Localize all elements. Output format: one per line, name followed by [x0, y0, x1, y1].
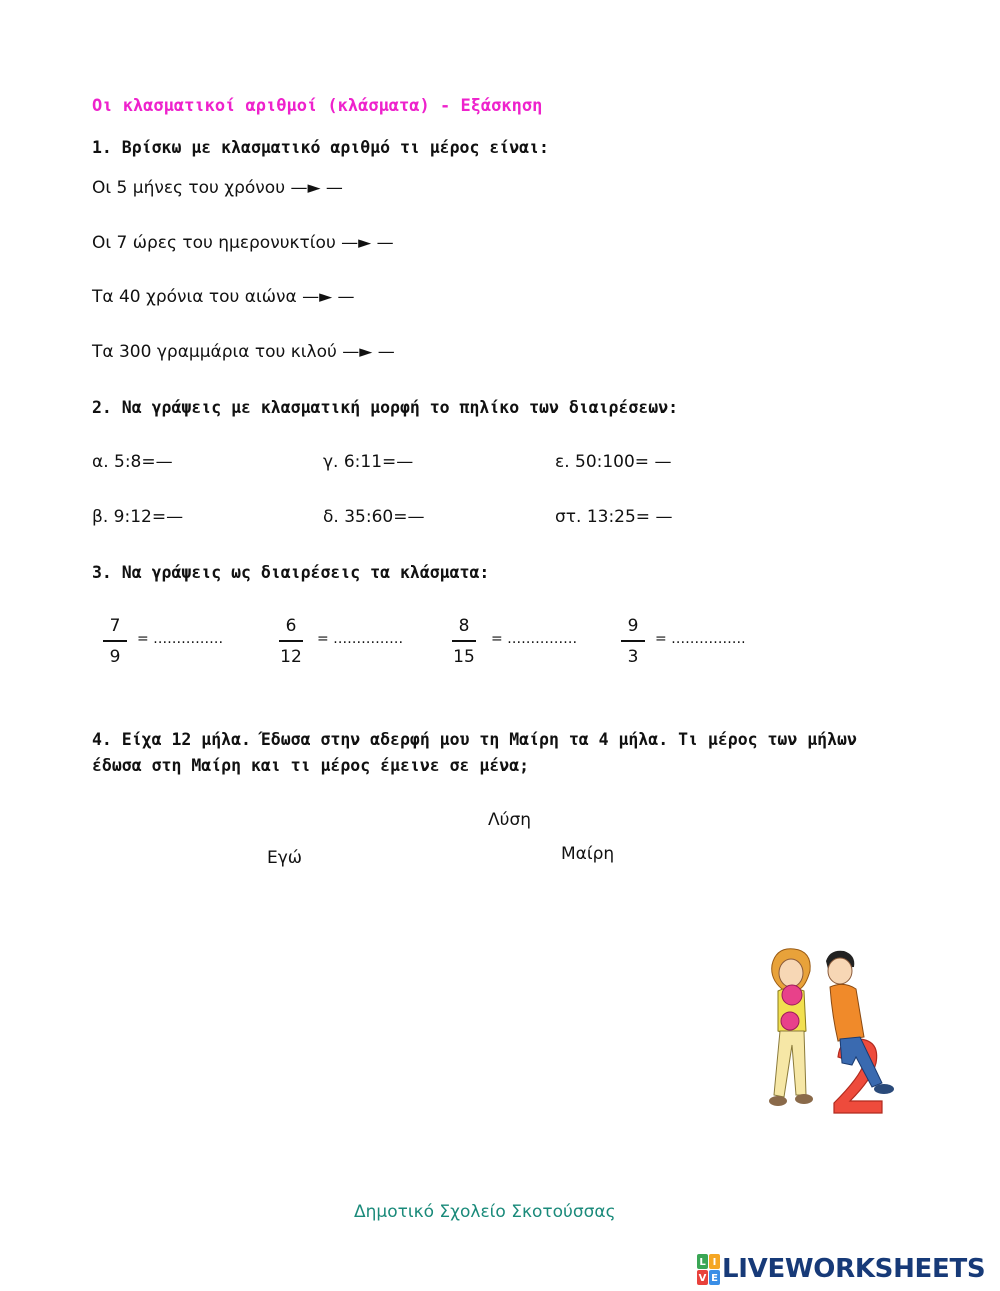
page-title: Οι κλασματικοί αριθμοί (κλάσματα) - Εξάσκηση — [92, 96, 543, 116]
q1-item-months: Οι 5 μήνες του χρόνου —► — — [92, 178, 343, 198]
fraction-3-numerator: 8 — [458, 616, 470, 636]
fraction-1-denominator: 9 — [109, 646, 121, 667]
q2-item-g: γ. 6:11=— — [323, 452, 414, 472]
fraction-2-denominator: 12 — [280, 646, 302, 667]
fraction-3-denominator: 15 — [453, 646, 475, 667]
school-name-footer: Δημοτικό Σχολείο Σκοτούσσας — [354, 1202, 616, 1222]
fraction-2-numerator: 6 — [285, 616, 297, 636]
fraction-1-answer: = …………… — [137, 631, 224, 647]
q2-item-d: δ. 35:60=— — [323, 507, 425, 527]
fraction-1-bar — [103, 640, 127, 642]
liveworksheets-brand[interactable]: LIVEWORKSHEETS — [722, 1254, 986, 1284]
question-3-heading: 3. Να γράψεις ως διαιρέσεις τα κλάσματα: — [92, 563, 490, 582]
fraction-2-bar — [279, 640, 303, 642]
q2-item-st: στ. 13:25= — — [555, 507, 673, 527]
question-4-line-2: έδωσα στη Μαίρη και τι μέρος έμεινε σε μένα; — [92, 756, 530, 775]
me-label: Εγώ — [267, 848, 303, 868]
fraction-2-answer: = …………… — [317, 631, 404, 647]
fraction-4-answer: = ……………. — [655, 631, 746, 647]
fraction-1 — [103, 615, 127, 668]
solution-label: Λύση — [488, 810, 532, 830]
fraction-3-answer: = …………… — [491, 631, 578, 647]
fraction-4 — [621, 615, 645, 668]
fraction-4-numerator: 9 — [627, 616, 639, 636]
kids-number-illustration — [760, 945, 905, 1120]
q1-item-hours: Οι 7 ώρες του ημερονυκτίου —► — — [92, 233, 394, 253]
logo-letter-i: I — [712, 1257, 717, 1268]
fraction-4-bar — [621, 640, 645, 642]
fraction-4-denominator: 3 — [627, 646, 639, 667]
liveworksheets-logo-icon — [697, 1254, 721, 1286]
logo-letter-l: L — [699, 1257, 706, 1268]
question-1-heading: 1. Βρίσκω με κλασματικό αριθμό τι μέρος είναι: — [92, 138, 549, 157]
question-4-line-1: 4. Είχα 12 μήλα. Έδωσα στην αδερφή μου τη Μαίρη τα 4 μήλα. Τι μέρος των μήλων — [92, 730, 857, 749]
mary-label: Μαίρη — [561, 844, 615, 864]
logo-letter-e: E — [711, 1273, 718, 1284]
q2-item-b: β. 9:12=— — [92, 507, 184, 527]
fraction-3 — [452, 615, 476, 668]
logo-letter-v: V — [698, 1273, 707, 1284]
q2-item-a: α. 5:8=— — [92, 452, 173, 472]
q2-item-e: ε. 50:100= — — [555, 452, 672, 472]
fraction-3-bar — [452, 640, 476, 642]
question-2-heading: 2. Να γράψεις με κλασματική μορφή το πηλίκο των διαιρέσεων: — [92, 398, 679, 417]
fraction-1-numerator: 7 — [109, 616, 121, 636]
fraction-2 — [279, 615, 303, 668]
q1-item-years: Τα 40 χρόνια του αιώνα —► — — [92, 287, 355, 307]
q1-item-grams: Τα 300 γραμμάρια του κιλού —► — — [92, 342, 395, 362]
